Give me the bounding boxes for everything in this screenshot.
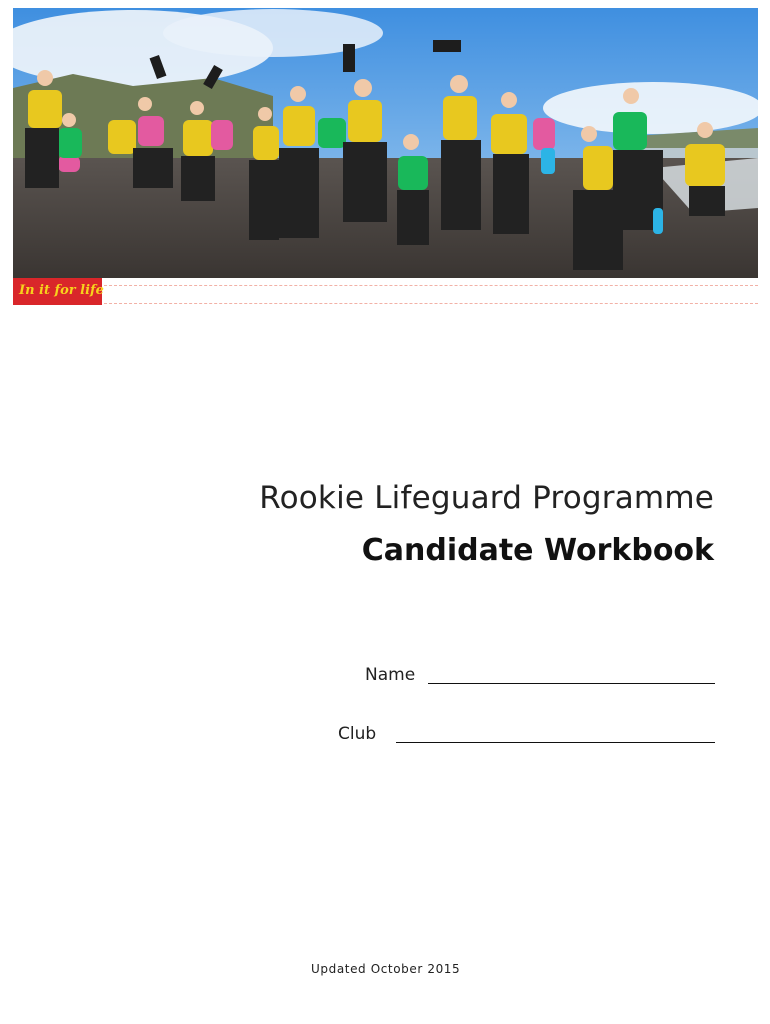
updated-date: Updated October 2015 [311, 962, 461, 976]
group-photo-icon [13, 8, 758, 278]
workbook-subtitle: Candidate Workbook [361, 533, 714, 568]
club-field[interactable] [396, 742, 715, 743]
name-field[interactable] [428, 683, 715, 684]
tagline-divider-top [104, 285, 758, 286]
name-label: Name [365, 665, 416, 685]
tagline-badge [13, 278, 102, 305]
tagline-divider-bottom [104, 303, 758, 304]
group-photo [13, 8, 758, 278]
tagline-text: In it for life [19, 283, 104, 298]
club-label: Club [338, 724, 377, 744]
programme-title: Rookie Lifeguard Programme [259, 480, 714, 516]
